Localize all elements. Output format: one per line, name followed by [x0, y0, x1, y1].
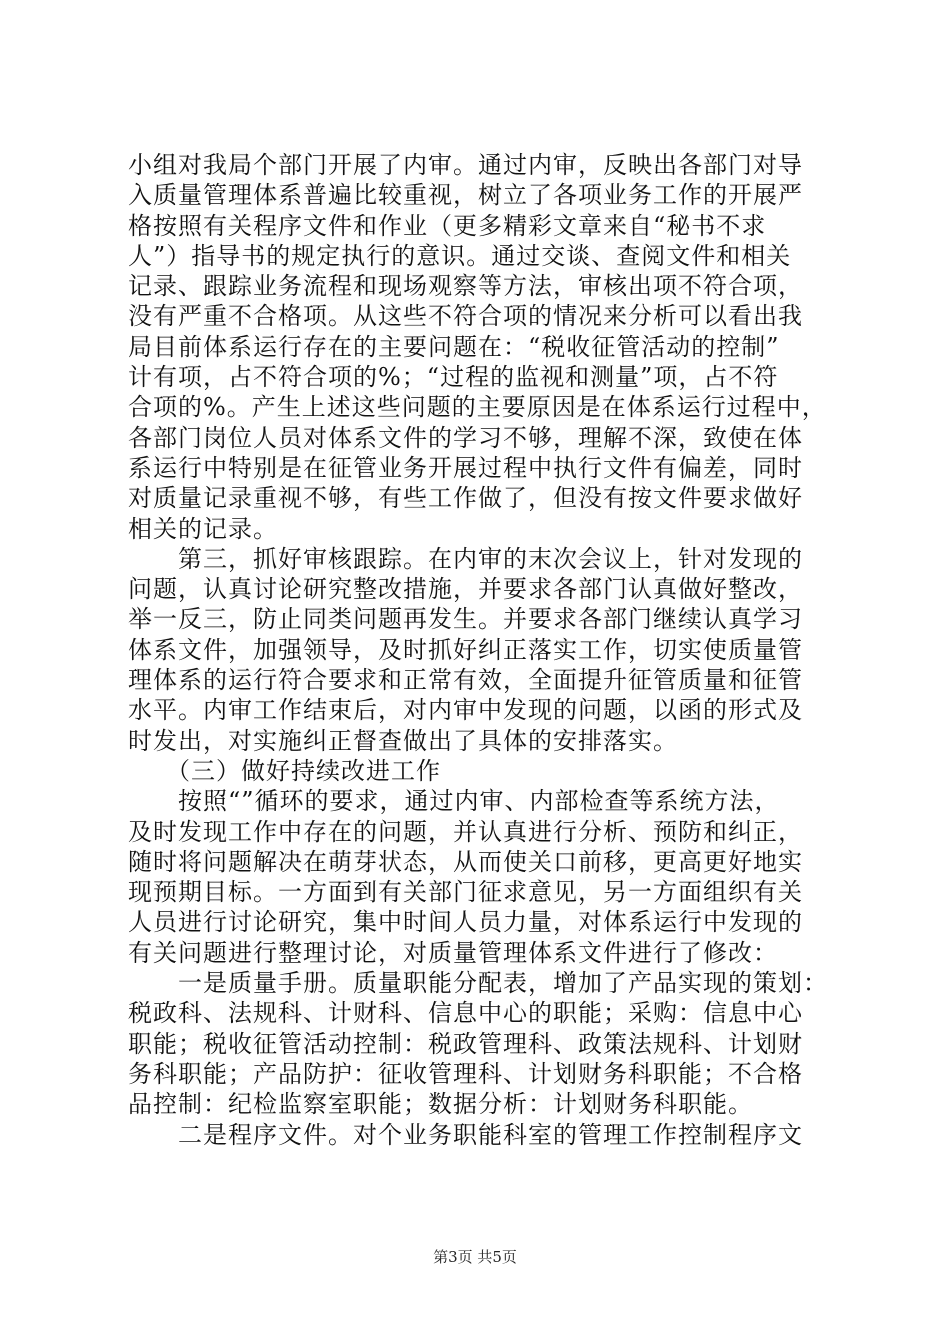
- page-number-label: 第3页 共5页: [433, 1248, 517, 1266]
- text-line: 系运行中特别是在征管业务开展过程中执行文件有偏差，同时: [128, 453, 803, 482]
- text-line: 有关问题进行整理讨论，对质量管理体系文件进行了修改：: [128, 938, 778, 967]
- text-line: 人员进行讨论研究，集中时间人员力量，对体系运行中发现的: [128, 908, 803, 937]
- text-line: 理体系的运行符合要求和正常有效，全面提升征管质量和征管: [128, 666, 803, 695]
- text-line: 按照“”循环的要求，通过内审、内部检查等系统方法，: [128, 787, 780, 816]
- text-line: 各部门岗位人员对体系文件的学习不够，理解不深，致使在体: [128, 423, 803, 452]
- text-line: 记录、跟踪业务流程和现场观察等方法，审核出项不符合项，: [128, 272, 803, 301]
- text-line: 相关的记录。: [128, 514, 278, 543]
- text-line: 计有项，占不符合项的%；“过程的监视和测量”项，占不符: [128, 363, 779, 392]
- text-line: 格按照有关程序文件和作业（更多精彩文章来自“秘书不求: [128, 211, 767, 240]
- text-line: 局目前体系运行存在的主要问题在：“税收征管活动的控制”: [128, 332, 780, 361]
- text-line: 水平。内审工作结束后，对内审中发现的问题，以函的形式及: [128, 696, 803, 725]
- text-line: 务科职能；产品防护：征收管理科、计划财务科职能；不合格: [128, 1059, 803, 1088]
- text-line: 税政科、法规科、计财科、信息中心的职能；采购：信息中心: [128, 999, 803, 1028]
- section-heading: （三）做好持续改进工作: [128, 756, 441, 785]
- text-line: 问题，认真讨论研究整改措施，并要求各部门认真做好整改，: [128, 575, 803, 604]
- text-line: 没有严重不合格项。从这些不符合项的情况来分析可以看出我: [128, 302, 803, 331]
- text-line: 现预期目标。一方面到有关部门征求意见，另一方面组织有关: [128, 878, 803, 907]
- text-line: 二是程序文件。对个业务职能科室的管理工作控制程序文: [128, 1120, 803, 1149]
- text-line: 时发出，对实施纠正督查做出了具体的安排落实。: [128, 726, 678, 755]
- text-line: 品控制：纪检监察室职能；数据分析：计划财务科职能。: [128, 1090, 753, 1119]
- text-line: 对质量记录重视不够，有些工作做了，但没有按文件要求做好: [128, 484, 803, 513]
- text-line: 合项的%。产生上述这些问题的主要原因是在体系运行过程中，: [128, 393, 827, 422]
- text-line: 体系文件，加强领导，及时抓好纠正落实工作，切实使质量管: [128, 635, 803, 664]
- text-line: 及时发现工作中存在的问题，并认真进行分析、预防和纠正，: [128, 817, 803, 846]
- text-line: 人”）指导书的规定执行的意识。通过交谈、查阅文件和相关: [128, 241, 792, 270]
- text-line: 举一反三，防止同类问题再发生。并要求各部门继续认真学习: [128, 605, 803, 634]
- page-footer: [0, 1246, 950, 1267]
- text-line: 一是质量手册。质量职能分配表，增加了产品实现的策划：: [128, 969, 828, 998]
- body-text: [128, 150, 840, 1150]
- text-line: 第三，抓好审核跟踪。在内审的末次会议上，针对发现的: [128, 544, 803, 573]
- text-line: 随时将问题解决在萌芽状态，从而使关口前移，更高更好地实: [128, 847, 803, 876]
- text-line: 职能；税收征管活动控制：税政管理科、政策法规科、计划财: [128, 1029, 803, 1058]
- text-line: 入质量管理体系普遍比较重视，树立了各项业务工作的开展严: [128, 181, 803, 210]
- text-line: 小组对我局个部门开展了内审。通过内审，反映出各部门对导: [128, 151, 803, 179]
